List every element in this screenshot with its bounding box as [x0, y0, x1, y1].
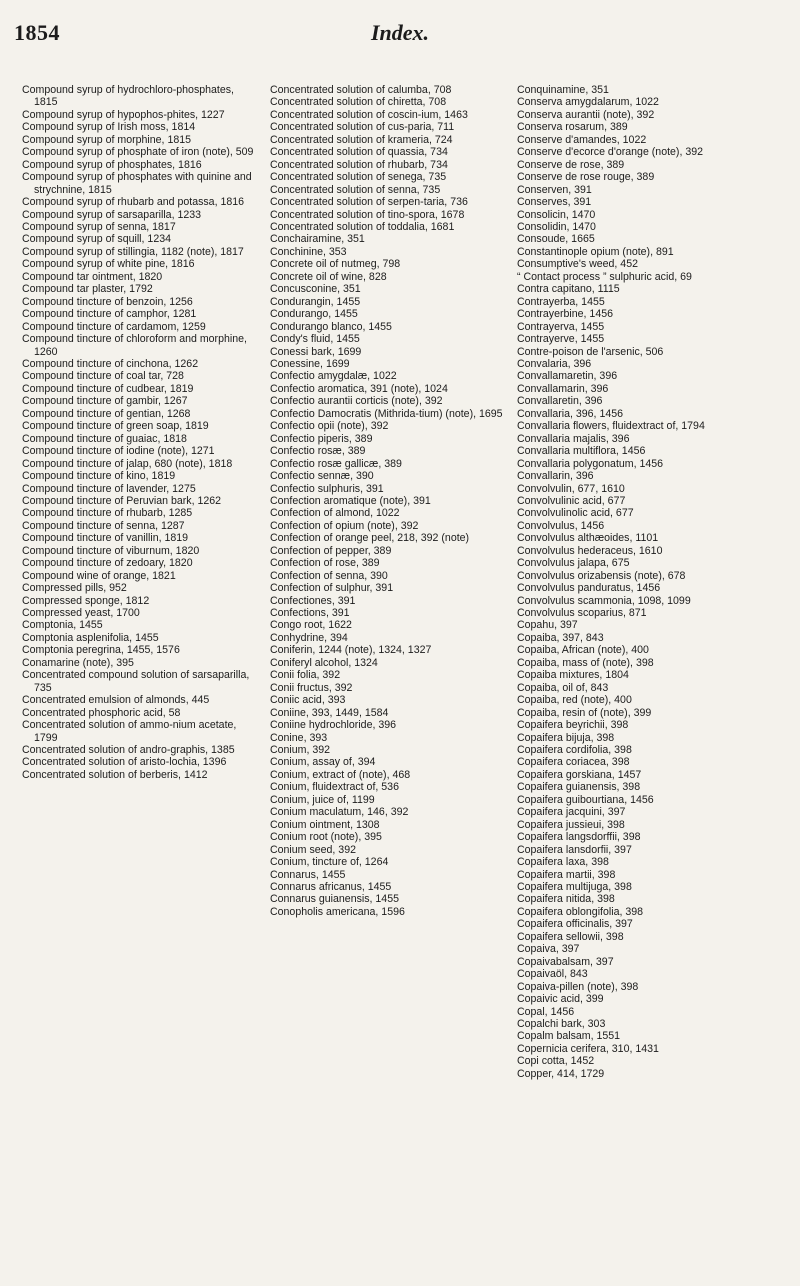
index-entry: Concentrated solution of aristo-lochia, 1396 — [22, 756, 227, 769]
index-entry: Compound tincture of gambir, 1267 — [22, 395, 188, 408]
index-entry: Concentrated solution of rhubarb, 734 — [270, 158, 448, 171]
index-entry: Conium root (note), 395 — [270, 831, 382, 844]
index-entry: Conserven, 391 — [517, 183, 592, 196]
index-entry: Confectio amygdalæ, 1022 — [270, 370, 397, 383]
index-entry: Conium, tincture of, 1264 — [270, 856, 389, 869]
index-entry: Copal, 1456 — [517, 1005, 575, 1018]
index-entry: Conium maculatum, 146, 392 — [270, 806, 409, 819]
index-entry: Confectio rosæ gallicæ, 389 — [270, 457, 402, 470]
index-entry: Copper, 414, 1729 — [517, 1067, 605, 1080]
index-entry: Concentrated phosphoric acid, 58 — [22, 706, 181, 719]
index-entry: Condurango, 1455 — [270, 308, 358, 321]
index-entry: Compound tincture of cudbear, 1819 — [22, 382, 194, 395]
index-entry: Convallaria polygonatum, 1456 — [517, 457, 664, 470]
index-entry: Consumptive's weed, 452 — [517, 258, 638, 271]
index-entry: Conchinine, 353 — [270, 245, 347, 258]
index-entry: Conhydrine, 394 — [270, 631, 348, 644]
index-entry: Concrete oil of wine, 828 — [270, 270, 387, 283]
index-entry: Concentrated solution of krameria, 724 — [270, 133, 453, 146]
index-entry: Concentrated solution of senega, 735 — [270, 171, 447, 184]
index-entry: Compound syrup of hydrochloro-phosphates, 1815 — [22, 84, 234, 109]
index-entry: Compound tincture of vanillin, 1819 — [22, 532, 189, 545]
index-entry: Convolvulin, 677, 1610 — [517, 482, 625, 495]
index-entry: Compound tincture of viburnum, 1820 — [22, 544, 200, 557]
index-entry: Copaifera martii, 398 — [517, 868, 616, 881]
index-entry: Compound tincture of green soap, 1819 — [22, 420, 209, 433]
index-entry: Coniic acid, 393 — [270, 694, 346, 707]
index-entry: Confection of sulphur, 391 — [270, 582, 394, 595]
index-entry: Conii fructus, 392 — [270, 681, 353, 694]
index-column-2 — [270, 84, 508, 918]
index-entry: Coniine hydrochloride, 396 — [270, 719, 397, 732]
index-entry: Conserve de rose, 389 — [517, 158, 625, 171]
index-entry: Compound tincture of Peruvian bark, 1262 — [22, 494, 222, 507]
index-entry: Conine, 393 — [270, 731, 328, 744]
index-entry: Concentrated solution of senna, 735 — [270, 183, 441, 196]
index-entry: Copaifera guibourtiana, 1456 — [517, 793, 654, 806]
index-entry: Copaifera lansdorfii, 397 — [517, 843, 632, 856]
index-entry: Conserve d'amandes, 1022 — [517, 133, 647, 146]
index-entry: Convolvulinic acid, 677 — [517, 494, 626, 507]
index-entry: Convallarin, 396 — [517, 470, 594, 483]
index-entry: Conserva amygdalarum, 1022 — [517, 96, 659, 109]
index-entry: Conchairamine, 351 — [270, 233, 365, 246]
index-entry: Compound tincture of jalap, 680 (note), 1818 — [22, 457, 233, 470]
index-entry: Comptonia, 1455 — [22, 619, 103, 632]
index-entry: Compound syrup of phosphates, 1816 — [22, 158, 202, 171]
index-entry: Copaivaöl, 843 — [517, 968, 588, 981]
index-entry: Consolicin, 1470 — [517, 208, 596, 221]
index-entry: Compound tincture of gentian, 1268 — [22, 407, 191, 420]
index-entry: Comptonia peregrina, 1455, 1576 — [22, 644, 180, 657]
index-entry: Conium, fluidextract of, 536 — [270, 781, 399, 794]
index-entry: Confection of opium (note), 392 — [270, 519, 419, 532]
index-entry: Copaiba, African (note), 400 — [517, 644, 649, 657]
index-entry: Copaivic acid, 399 — [517, 993, 604, 1006]
index-entry: Convolvulinolic acid, 677 — [517, 507, 634, 520]
index-entry: Copalm balsam, 1551 — [517, 1030, 621, 1043]
index-entry: Concentrated solution of toddalia, 1681 — [270, 220, 455, 233]
index-entry: Copaiba, mass of (note), 398 — [517, 656, 654, 669]
index-entry: Conamarine (note), 395 — [22, 656, 134, 669]
index-entry: Concentrated solution of calumba, 708 — [270, 84, 452, 96]
index-entry: Confectio Damocratis (Mithrida-tium) (note), 1695 — [270, 407, 503, 420]
index-entry: Convallaria majalis, 396 — [517, 432, 630, 445]
index-entry: Compressed yeast, 1700 — [22, 607, 140, 620]
index-entry: Concentrated compound solution of sarsaparilla, 735 — [22, 669, 250, 694]
index-entry: Copaiva-pillen (note), 398 — [517, 980, 639, 993]
index-entry: Confectio sulphuris, 391 — [270, 482, 384, 495]
page-header — [0, 0, 800, 70]
index-entry: Comptonia asplenifolia, 1455 — [22, 631, 159, 644]
index-entry: Confectio aurantii corticis (note), 392 — [270, 395, 443, 408]
index-entry: Copalchi bark, 303 — [517, 1017, 606, 1030]
index-entry: Copaifera beyrichii, 398 — [517, 719, 629, 732]
index-entry: Compound wine of orange, 1821 — [22, 569, 176, 582]
index-entry: Conquinamine, 351 — [517, 84, 609, 96]
index-entry: Concusconine, 351 — [270, 283, 361, 296]
index-entry: Copaifera coriacea, 398 — [517, 756, 630, 769]
index-entry: Concentrated solution of quassia, 734 — [270, 146, 448, 159]
index-entry: Conium, assay of, 394 — [270, 756, 376, 769]
index-entry: Convolvulus orizabensis (note), 678 — [517, 569, 686, 582]
index-entry: Compound syrup of rhubarb and potassa, 1816 — [22, 196, 245, 209]
index-entry: Copernicia cerifera, 310, 1431 — [517, 1042, 659, 1055]
index-entry: Confectio rosæ, 389 — [270, 445, 366, 458]
index-entry: Copaiba mixtures, 1804 — [517, 669, 629, 682]
index-entry: Conium, juice of, 1199 — [270, 793, 375, 806]
index-entry: Conserva rosarum, 389 — [517, 121, 628, 134]
index-entry: “ Contact process ” sulphuric acid, 69 — [517, 270, 692, 283]
index-entry: Compound syrup of phosphates with quinine and strychnine, 1815 — [22, 171, 252, 196]
index-entry: Conium, 392 — [270, 744, 331, 757]
index-entry: Connarus guianensis, 1455 — [270, 893, 399, 906]
index-entry: Confectiones, 391 — [270, 594, 356, 607]
index-entry: Concentrated solution of andro-graphis, 1385 — [22, 744, 235, 757]
index-entry: Concentrated emulsion of almonds, 445 — [22, 694, 210, 707]
index-entry: Convolvulus, 1456 — [517, 519, 605, 532]
index-entry: Compound syrup of sarsaparilla, 1233 — [22, 208, 202, 221]
index-entry: Condurango blanco, 1455 — [270, 320, 392, 333]
index-entry: Confection aromatique (note), 391 — [270, 494, 431, 507]
index-entry: Contrayerba, 1455 — [517, 295, 605, 308]
index-entry: Compound tar plaster, 1792 — [22, 283, 153, 296]
index-entry: Convolvulus scoparius, 871 — [517, 607, 647, 620]
index-entry: Concentrated solution of serpen-taria, 736 — [270, 196, 468, 209]
index-entry: Compound syrup of white pine, 1816 — [22, 258, 195, 271]
index-entry: Compound tincture of guaiac, 1818 — [22, 432, 187, 445]
index-entry: Copaivabalsam, 397 — [517, 955, 614, 968]
index-entry: Contrayerva, 1455 — [517, 320, 605, 333]
index-entry: Convolvulus althæoides, 1101 — [517, 532, 659, 545]
index-entry: Convallaretin, 396 — [517, 395, 603, 408]
index-entry: Connarus africanus, 1455 — [270, 881, 392, 893]
index-entry: Compound tincture of camphor, 1281 — [22, 308, 197, 321]
index-entry: Conserves, 391 — [517, 196, 592, 209]
index-entry: Copaifera multijuga, 398 — [517, 881, 632, 893]
index-entry: Coniferin, 1244 (note), 1324, 1327 — [270, 644, 432, 657]
index-entry: Copaifera langsdorffii, 398 — [517, 831, 641, 844]
index-entry: Copahu, 397 — [517, 619, 578, 632]
index-entry: Copaifera officinalis, 397 — [517, 918, 633, 931]
index-column-3 — [517, 84, 789, 1080]
index-entry: Copaiba, resin of (note), 399 — [517, 706, 652, 719]
page-title: Index. — [370, 20, 430, 45]
index-entry: Conserva aurantii (note), 392 — [517, 108, 655, 121]
index-entry: Consoude, 1665 — [517, 233, 595, 246]
index-entry: Compound syrup of stillingia, 1182 (note), 1817 — [22, 245, 244, 258]
index-entry: Compound syrup of hypophos-phites, 1227 — [22, 108, 225, 121]
index-entry: Confectio opii (note), 392 — [270, 420, 389, 433]
index-entry: Concrete oil of nutmeg, 798 — [270, 258, 401, 271]
index-entry: Constantinople opium (note), 891 — [517, 245, 674, 258]
index-entry: Convalaria, 396 — [517, 357, 592, 370]
index-entry: Copaifera sellowii, 398 — [517, 930, 624, 943]
index-entry: Convolvulus jalapa, 675 — [517, 557, 630, 570]
index-entry: Copaifera guianensis, 398 — [517, 781, 641, 794]
index-entry: Compound tincture of zedoary, 1820 — [22, 557, 193, 570]
index-entry: Compressed sponge, 1812 — [22, 594, 150, 607]
index-entry: Copaiba, red (note), 400 — [517, 694, 632, 707]
index-entry: Copaifera gorskiana, 1457 — [517, 768, 642, 781]
index-entry: Compound syrup of phosphate of iron (note), 509 — [22, 146, 254, 159]
index-entry: Conopholis americana, 1596 — [270, 905, 405, 918]
index-entry: Condurangin, 1455 — [270, 295, 361, 308]
index-entry: Copaifera laxa, 398 — [517, 856, 609, 869]
index-entry: Compound tincture of senna, 1287 — [22, 519, 185, 532]
index-entry: Conii folia, 392 — [270, 669, 341, 682]
index-entry: Conium seed, 392 — [270, 843, 356, 856]
index-entry: Convolvulus hederaceus, 1610 — [517, 544, 663, 557]
index-entry: Conium ointment, 1308 — [270, 818, 380, 831]
index-entry: Coniferyl alcohol, 1324 — [270, 656, 378, 669]
index-entry: Copaifera bijuja, 398 — [517, 731, 615, 744]
index-entry: Concentrated solution of tino-spora, 1678 — [270, 208, 465, 221]
index-entry: Coniine, 393, 1449, 1584 — [270, 706, 389, 719]
index-entry: Conessine, 1699 — [270, 357, 350, 370]
index-entry: Concentrated solution of cus-paria, 711 — [270, 121, 455, 134]
index-entry: Consolidin, 1470 — [517, 220, 596, 233]
index-entry: Convallamarin, 396 — [517, 382, 609, 395]
index-entry: Compound tincture of lavender, 1275 — [22, 482, 196, 495]
index-entry: Compound tincture of coal tar, 728 — [22, 370, 184, 383]
index-entry: Copi cotta, 1452 — [517, 1055, 595, 1068]
index-entry: Contrayerve, 1455 — [517, 333, 605, 346]
page-number: 1854 — [14, 20, 60, 45]
index-entry: Confection of senna, 390 — [270, 569, 388, 582]
index-entry: Concentrated solution of coscin-ium, 1463 — [270, 108, 468, 121]
index-entry: Congo root, 1622 — [270, 619, 352, 632]
index-entry: Copaifera cordifolia, 398 — [517, 744, 632, 757]
index-entry: Confection of pepper, 389 — [270, 544, 392, 557]
index-entry: Confectio aromatica, 391 (note), 1024 — [270, 382, 448, 395]
index-entry: Compound syrup of senna, 1817 — [22, 220, 176, 233]
index-entry: Confection of rose, 389 — [270, 557, 380, 570]
index-entry: Compound tincture of rhubarb, 1285 — [22, 507, 193, 520]
index-entry: Compound syrup of morphine, 1815 — [22, 133, 192, 146]
index-entry: Compressed pills, 952 — [22, 582, 127, 595]
index-entry: Concentrated solution of chiretta, 708 — [270, 96, 447, 109]
index-entry: Convallaria flowers, fluidextract of, 1794 — [517, 420, 705, 433]
index-entry: Convallaria, 396, 1456 — [517, 407, 624, 420]
index-entry: Copaifera nitida, 398 — [517, 893, 615, 906]
index-entry: Confectio piperis, 389 — [270, 432, 373, 445]
index-entry: Confections, 391 — [270, 607, 350, 620]
index-entry: Concentrated solution of berberis, 1412 — [22, 768, 208, 781]
index-entry: Compound tincture of benzoin, 1256 — [22, 295, 193, 308]
index-entry: Compound tincture of cinchona, 1262 — [22, 357, 199, 370]
index-entry: Copaiba, oil of, 843 — [517, 681, 609, 694]
index-entry: Compound tincture of cardamom, 1259 — [22, 320, 206, 333]
index-entry: Copaiba, 397, 843 — [517, 631, 604, 644]
index-entry: Convallamaretin, 396 — [517, 370, 618, 383]
index-entry: Compound tincture of iodine (note), 1271 — [22, 445, 215, 458]
index-entry: Conessi bark, 1699 — [270, 345, 362, 358]
index-entry: Copaifera oblongifolia, 398 — [517, 905, 644, 918]
index-entry: Copaifera jacquini, 397 — [517, 806, 626, 819]
index-entry: Conium, extract of (note), 468 — [270, 768, 411, 781]
index-entry: Contra capitano, 1115 — [517, 283, 620, 296]
index-entry: Confectio sennæ, 390 — [270, 470, 374, 483]
index-entry: Convolvulus panduratus, 1456 — [517, 582, 661, 595]
index-entry: Copaifera jussieui, 398 — [517, 818, 625, 831]
index-entry: Compound tar ointment, 1820 — [22, 270, 163, 283]
index-entry: Compound syrup of squill, 1234 — [22, 233, 171, 246]
index-column-1 — [22, 84, 260, 781]
index-entry: Connarus, 1455 — [270, 868, 346, 881]
index-entry: Compound tincture of kino, 1819 — [22, 470, 176, 483]
index-entry: Copaiva, 397 — [517, 943, 580, 956]
index-entry: Compound syrup of Irish moss, 1814 — [22, 121, 196, 134]
index-entry: Convallaria multiflora, 1456 — [517, 445, 646, 458]
index-entry: Convolvulus scammonia, 1098, 1099 — [517, 594, 691, 607]
index-entry: Confection of almond, 1022 — [270, 507, 400, 520]
index-entry: Contre-poison de l'arsenic, 506 — [517, 345, 664, 358]
index-entry: Contrayerbine, 1456 — [517, 308, 613, 321]
index-entry: Confection of orange peel, 218, 392 (note) — [270, 532, 470, 545]
index-entry: Conserve d'ecorce d'orange (note), 392 — [517, 146, 704, 159]
index-entry: Condy's fluid, 1455 — [270, 333, 360, 346]
index-entry: Concentrated solution of ammo-nium acetate, 1799 — [22, 719, 237, 744]
index-entry: Compound tincture of chloroform and morphine, 1260 — [22, 333, 247, 358]
index-entry: Conserve de rose rouge, 389 — [517, 171, 655, 184]
